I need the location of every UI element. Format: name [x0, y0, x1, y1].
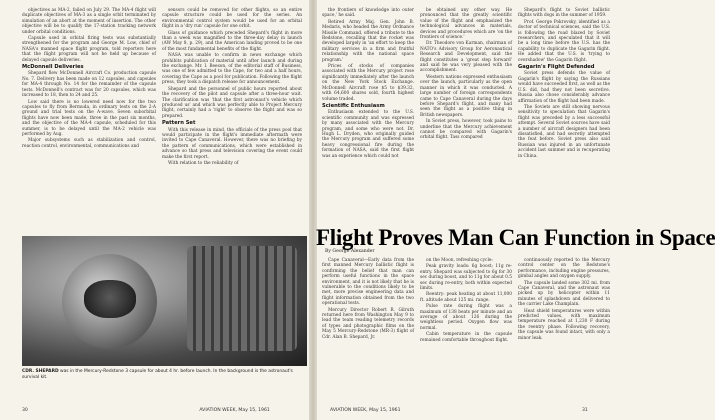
- paragraph: Prof. George Pokrovsky, identified as a doctor of technical sciences, said the U.S. is following the road blazed by Soviet researchers, and speculated that it will be a long time before the U.S. has the capability to duplicate the Gagarin flight. He added that the U.S. is 'trying to overshadow' the Gagarin flight.: [518, 19, 610, 63]
- right-column-2: [420, 8, 512, 220]
- paragraph: Cabin temperature in the capsule remained comfortable throughout flight.: [420, 332, 512, 343]
- paragraph: be obtained any other way. He pronounced that the greatly scientific value of the flight and emphasized the technological advances in materials, devices and procedures which are 'on the frontiers of science.': [420, 8, 512, 41]
- paragraph: Enthusiasm extended to the U.S. scientific community and was expressed by many associated with the Mercury program, and some who were not. Dr. Hugh L. Dryden, who originally guided the Mercury program and suffered some heavy congressional fire during the formation of NASA, said the first flight was an experience which could not: [322, 110, 414, 159]
- paragraph: The capsule landed some 302 mi. from Cape Canaveral, and the astronaut was picked up by helicopter within 11 minutes of splashdown and delivered to the carrier Lake Champlain.: [518, 280, 610, 308]
- article-headline: Flight Proves Man Can Function in Space: [316, 225, 715, 250]
- byline: By George Alexander: [325, 249, 375, 254]
- paragraph: Shepard and the personnel of public hours reported about the recovery of the pilot and capsule after a three-hour wait. The clarification was 'that the first astronaut's vehicle which produced us' and which was perfectly able to Project Mercury flight, certainly had a 'right' to observe the flight and was so prepared.: [162, 86, 302, 119]
- visor: [84, 280, 136, 318]
- paragraph: Major subsystems such as stabilization and control, reaction control, environmental, communications and: [22, 138, 156, 149]
- paragraph: With this release in mind, the officials of the press pool that would participate in the flight's immediate aftermath were invited to Cape Canaveral. However, there was no briefing by the pattern of communications, which were established in advance so that press and television covering the event could make the first report.: [162, 127, 302, 160]
- article-column-3: [518, 258, 610, 404]
- paragraph: Prices of stocks of companies associated with the Mercury project rose significantly immediately after the launch on the New York Stock Exchange. McDonnell Aircraft rose $5 to $39.32, with 64,600 shares sold, fourth highest volume traded.: [322, 64, 414, 102]
- paragraph: Low said there is no lowered need now for the two capsules to fly from Bermuda, in ordinary tests on the 2-A ground and trial tests on the A-wave. Seven suborbital flights have now been made, three in the past six months, and the objective of the MA-4 capsule, scheduled for this summer, is to be delayed until the MA-2 vehicle was performed by Aug.: [22, 99, 156, 137]
- paragraph: Reentry: peak heating at about 11,000 ft. altitude about 125 mi. range.: [420, 292, 512, 303]
- paragraph: NASA was unable to confirm in news exchange which prohibits publication of material until after launch and during the exchange. Mr. I. Beeson, of the editorial staff of Business, was one of few admitted to the Cape, for two and a half hours, covering the Cape as a pool for publication. Following the flight press, they took a dispatch release for announcement.: [162, 53, 302, 86]
- paragraph: With relation to the reliability of: [168, 160, 239, 166]
- paragraph: Soviet press defends the value of Gagarin's flight by saying the Russians would have succeeded first, as well as the U.S. did, had they not been secretive. Russia also chose considerably advance affirmation of the flight had been made.: [518, 71, 610, 104]
- capsule-interior: [187, 246, 297, 351]
- paragraph: sensors could be removed for other flights, so an entire capsule structure could be used for the series. An environmental control system would be used for an orbital flight in a 'dry run' capsule for one orbit.: [162, 8, 302, 30]
- issue-line: AVIATION WEEK, May 15, 1961: [330, 408, 401, 413]
- paragraph: Retired Army Maj. Gen. John B. Medaris, who headed the Army Ordnance Missile Command, offered a tribute to the Redstone, recalling that the rocket was developed largely in 'an effort to keep the military services in a firm and fruitful relationship with the national space program.': [322, 19, 414, 63]
- left-page-footer: [22, 408, 270, 413]
- issue-line: AVIATION WEEK, May 15, 1961: [199, 408, 270, 413]
- paragraph: Shepard flew McDonnell Aircraft Co. production capsule No. 7. Delivery has been made on 12 capsules, and capsules for MA-4 through No. 14 for the remainder of the capsule tests. McDonnell's contract was for 20 capsules, which was increased to 18, then to 24 and 25.: [22, 71, 156, 99]
- paragraph: Peak gravity loads: 6g boost; 11g re-entry. Shepard was subjected to 6g for 30 sec during boost, and to 11g for about 0.5 sec during re-entry, both within expected limits.: [420, 264, 512, 292]
- section-heading: Gagarin's Flight Defended: [518, 64, 595, 71]
- paragraph: continuously reported to the Mercury control center on the Redstone's performance, including engine pressures, gimbal angles and oxygen supply.: [518, 258, 610, 280]
- left-column-1: [22, 8, 156, 234]
- paragraph: objectives as MA-2, failed on July 29. The MA-4 flight will duplicate objectives of MA-3 as a single orbit terminated by simulation of an abort at the moment of insertion. The other objective will be to qualify the 17-station tracking network under orbital conditions.: [22, 8, 156, 35]
- article-column-2: [420, 258, 512, 404]
- section-heading: Pattern Set: [162, 120, 196, 127]
- paragraph: In Soviet press, however, took pains to underline that the Mercury achievement cannot be compared with Gagarin's orbital flight. Tass compared: [420, 119, 512, 141]
- section-heading: McDonnell Deliveries: [22, 64, 84, 71]
- paragraph: on the Moon, refreshing cycle:: [426, 258, 493, 263]
- paragraph: the frontiers of knowledge into outer space,' he said.: [322, 8, 414, 19]
- caption-label: CDR. SHEPARD: [22, 369, 59, 374]
- paragraph: Mercury Director Robert R. Gilruth returned here from Washington May 9 to lead the team reading telemetry records of types and photographic films on the May 5 Mercury-Redstone (MR-3) flight of Cdr. Alan B. Shepard, Jr.: [322, 307, 414, 340]
- page-number: 31: [581, 408, 588, 413]
- right-page-footer: [330, 408, 588, 413]
- section-heading: Scientific Enthusiasm: [322, 102, 385, 109]
- left-column-2: [162, 8, 302, 234]
- caption-text: was in the Mercury-Redstone 3 capsule for about 4 hr. before launch. In the background is the astronaut's survival kit.: [22, 369, 293, 380]
- paragraph: Pulse rate during flight was a maximum of 138 beats per minute and an average of about 126 during the weightless period. Oxygen flow was normal.: [420, 304, 512, 331]
- right-column-3: [518, 8, 610, 220]
- page-number: 30: [22, 408, 28, 413]
- photo-caption: [22, 369, 307, 380]
- astronaut-photo: [22, 236, 307, 366]
- paragraph: Capsule used in orbital firing tests was substantially strengthened for the program and George M. Low, chief of NASA's manned space flight program, told reporters here that the flight program will not be held up because of delayed capsule deliveries.: [22, 36, 156, 63]
- paragraph: Western nations expressed enthusiasm over the launch, particularly as the open manner in which it was conducted. A large number of foreign correspondents came to Cape Canaveral during the days before Shepard's flight, and many had seen the flight as a positive thing in British newspapers.: [420, 74, 512, 118]
- paragraph: Cape Canaveral—Early data from the first manned Mercury ballistic flight is confirming the belief that man can perform useful functions in the space environment, and it is not likely that he is vulnerable to the conditions likely to be met, more precise engineering data and flight information obtained from the two operational tests.: [322, 258, 414, 307]
- page-gutter: [309, 0, 317, 420]
- paragraph: Heat shield temperatures were within predicted values, with maximum temperature reached at 1,230 F during the reentry phase. Following recovery, the capsule was found intact, with only a minor leak.: [518, 308, 610, 341]
- paragraph: Glass of guidance which preceded Shepard's flight in more than a week was magnified to the three-day delay in launch (AW May 8, p. 29), and the American landing proved to be one of the most fundamental benefits of the flight.: [162, 30, 302, 52]
- right-column-1: [322, 8, 414, 220]
- article-column-1: [322, 258, 414, 404]
- paragraph: The Soviets are still showing nervous sensitivity to speculation that Gagarin's flight was preceded by a less successful attempt. Several Soviet sources have said a number of aircraft designers had been dissatisfied, and had secretly attempted the feat before. Soviet press also said Russian was injured in an unfortunate accident last summer and is recuperating in China.: [518, 104, 610, 159]
- paragraph: Dr. Theodore von Karman, chairman of NATO's Advisory Group for Aeronautical Research and Development, said the flight constitutes a 'great step forward' and said he was very pleased with the accomplishment.: [420, 41, 512, 74]
- paragraph: Shepard's flight to Soviet ballistic flights with dogs in the summer of 1959.: [518, 8, 610, 19]
